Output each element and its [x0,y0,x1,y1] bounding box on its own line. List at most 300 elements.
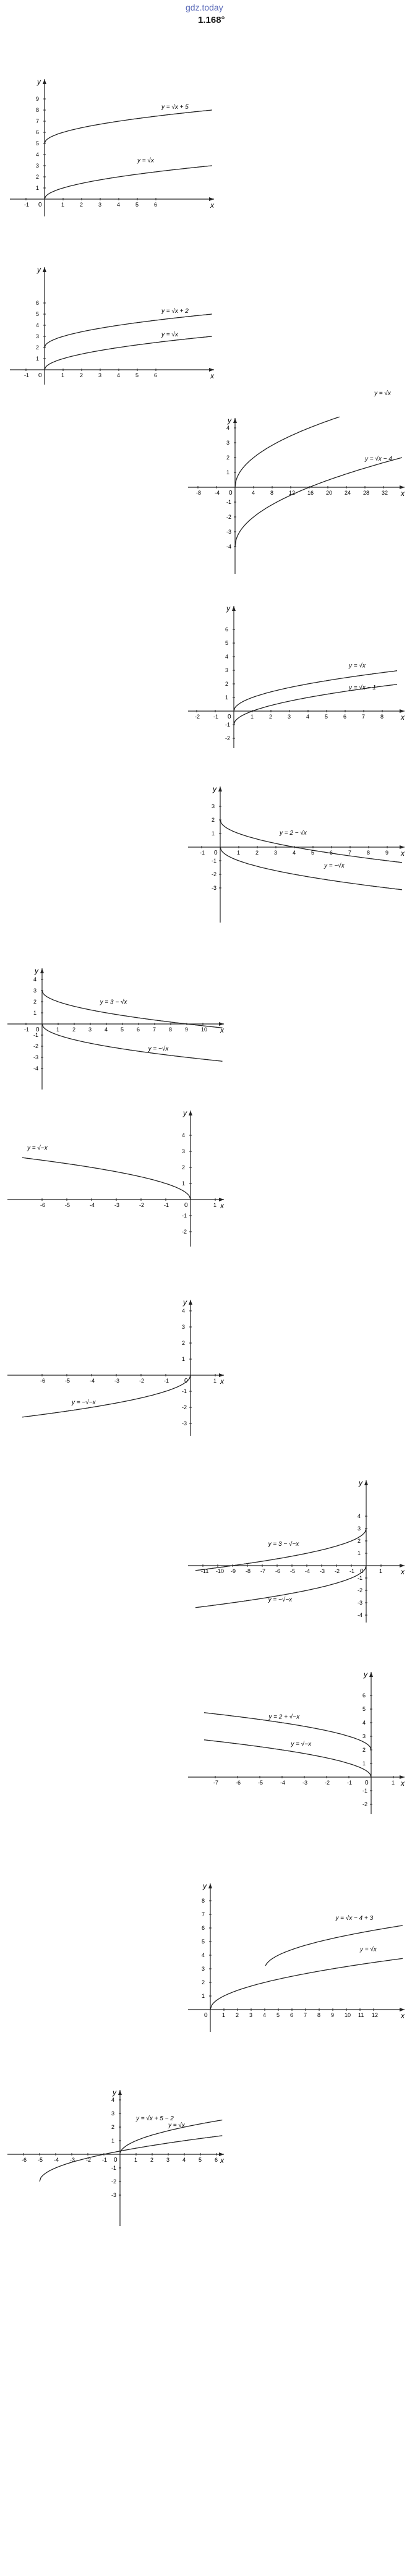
y-tick-label: 3 [36,333,40,339]
x-tick-label: 2 [236,2012,239,2018]
y-tick-label: 4 [362,1720,366,1726]
x-tick-label: 9 [185,1026,189,1033]
x-tick-label: -3 [320,1568,325,1574]
x-tick-label: 1 [61,202,65,208]
x-tick-label: -3 [114,1378,120,1384]
x-tick-label: 1 [392,1780,395,1786]
y-tick-label: 4 [358,1513,361,1519]
x-tick-label: 1 [213,1202,217,1208]
y-tick-label: 2 [182,1340,186,1346]
x-tick-label: 6 [215,2157,218,2163]
x-tick-label: 5 [135,372,139,378]
y-tick-label: -3 [182,1420,187,1427]
y-tick-label: -3 [212,885,217,891]
x-tick-label: -1 [164,1202,169,1208]
curve-label: y = √x − 4 + 3 [335,1914,374,1922]
y-tick-label: 2 [182,1164,186,1171]
x-axis-label: x [401,849,405,858]
y-tick-label: 4 [182,1308,186,1314]
origin-label: 0 [360,1568,364,1575]
y-tick-label: 2 [225,681,229,687]
function-graph [7,263,218,387]
x-tick-label: 2 [150,2157,154,2163]
origin-label: 0 [114,2157,118,2164]
curve-main [195,1529,366,1571]
y-tick-label: 9 [36,96,40,102]
function-graph [186,390,408,576]
y-tick-label: 3 [358,1525,361,1532]
curve-label: y = √x + 5 − 2 [136,2115,174,2122]
y-tick-label: 4 [111,2097,115,2103]
x-tick-label: -5 [65,1202,71,1208]
y-axis-label: y [183,1109,187,1117]
x-tick-label: 6 [137,1026,140,1033]
x-tick-label: -7 [260,1568,266,1574]
y-tick-label: -4 [33,1065,39,1072]
x-tick-label: 2 [72,1026,76,1033]
y-tick-label: 6 [362,1692,366,1699]
y-tick-label: -3 [33,1054,39,1060]
y-axis-arrow [218,787,222,791]
task-section [0,27,420,213]
y-axis-label: y [359,1478,362,1487]
x-tick-label: -6 [22,2157,27,2163]
y-tick-label: 8 [36,107,40,113]
x-tick-label: 7 [153,1026,156,1033]
y-axis-arrow [208,1883,212,1888]
y-tick-label: -1 [226,499,232,505]
y-tick-label: 5 [202,1938,205,1945]
curve-label: y = 3 − √x [100,999,127,1006]
y-tick-label: 2 [36,174,40,180]
x-tick-label: -7 [213,1780,219,1786]
x-tick-label: 6 [330,850,333,856]
x-tick-label: 32 [382,490,388,496]
x-tick-label: -8 [246,1568,251,1574]
x-tick-label: -8 [196,490,202,496]
x-tick-label: -2 [195,714,200,720]
x-tick-label: -9 [231,1568,236,1574]
x-tick-label: -4 [215,490,220,496]
y-tick-label: 2 [212,817,215,823]
y-axis-arrow [43,79,46,84]
x-tick-label: 11 [358,2012,364,2018]
y-tick-label: 2 [362,1747,366,1753]
y-axis-label: y [183,1298,187,1307]
x-tick-label: -2 [139,1378,145,1384]
y-axis-label: y [37,77,41,86]
x-tick-label: -1 [349,1568,355,1574]
x-tick-label: 3 [274,850,278,856]
y-axis-arrow [189,1300,192,1305]
curve-base [210,1958,403,2010]
y-axis-label: y [213,785,216,793]
y-tick-label: 2 [202,1979,205,1985]
x-tick-label: 1 [56,1026,60,1033]
y-tick-label: 4 [225,654,229,660]
curve-label: y = √−x [291,1741,312,1748]
function-graph [5,965,228,1092]
x-tick-label: 12 [372,2012,379,2018]
curve-label: y = √x [161,331,178,338]
x-tick-label: 6 [290,2012,294,2018]
origin-label: 0 [204,2012,208,2019]
x-tick-label: 4 [182,2157,186,2163]
y-tick-label: 3 [182,1148,186,1154]
y-tick-label: 3 [182,1324,186,1330]
y-axis-arrow [40,968,44,973]
x-tick-label: 4 [252,490,255,496]
x-tick-label: -1 [102,2157,108,2163]
x-tick-label: 12 [289,490,296,496]
curve-label: y = −√−x [72,1399,96,1406]
function-graph [5,1107,228,1249]
y-tick-label: 4 [36,322,40,328]
x-tick-label: -4 [305,1568,311,1574]
y-tick-label: 4 [226,425,230,431]
x-tick-label: 4 [117,202,121,208]
x-tick-label: 1 [61,372,65,378]
x-axis-label: x [401,489,405,498]
y-tick-label: 2 [36,344,40,351]
y-tick-label: 3 [111,2110,115,2117]
y-tick-label: -2 [33,1043,39,1049]
x-tick-label: 1 [213,1378,217,1384]
y-tick-label: -1 [212,858,217,864]
y-tick-label: -2 [182,1229,187,1235]
x-tick-label: 8 [169,1026,173,1033]
x-tick-label: -5 [290,1568,296,1574]
y-tick-label: 3 [33,987,37,994]
origin-label: 0 [229,490,233,497]
y-tick-label: -1 [111,2165,117,2171]
y-tick-label: 1 [111,2138,115,2144]
y-tick-label: 5 [362,1706,366,1712]
site-title: gdz.today [186,2,223,12]
x-tick-label: -1 [213,714,219,720]
y-tick-label: -2 [212,871,217,877]
x-axis-label: x [220,1201,224,1210]
curve-label: y = √x [168,2122,185,2129]
y-axis-arrow [364,1480,368,1485]
curve-main [235,417,340,487]
curve-label: y = −√x [148,1046,169,1053]
y-tick-label: 3 [362,1733,366,1739]
x-axis-label: x [401,713,405,722]
curve-main [45,110,212,143]
function-graph [186,1668,408,1817]
x-tick-label: 20 [326,490,333,496]
x-tick-label: 8 [380,714,384,720]
x-tick-label: 1 [222,2012,226,2018]
y-tick-label: -3 [111,2192,117,2198]
x-tick-label: 8 [367,850,371,856]
y-axis-label: y [364,1670,367,1679]
x-tick-label: 3 [166,2157,170,2163]
x-tick-label: 16 [307,490,314,496]
curve-base [235,458,402,547]
y-tick-label: 1 [36,185,40,191]
task-section [0,1856,420,2039]
x-tick-label: 5 [311,850,315,856]
y-tick-label: 1 [36,356,40,362]
x-tick-label: 6 [343,714,347,720]
x-tick-label: 8 [270,490,274,496]
curve-main [22,1158,191,1200]
y-tick-label: -2 [225,735,231,741]
x-axis-label: x [401,1567,405,1576]
task-section [0,937,420,1092]
task-section [0,584,420,751]
x-tick-label: -2 [325,1780,330,1786]
curve-label: y = √x − 4 [365,455,392,463]
y-axis-arrow [232,606,236,611]
origin-label: 0 [184,1202,188,1209]
y-tick-label: 1 [362,1760,366,1767]
x-tick-label: 1 [251,714,254,720]
x-tick-label: 1 [379,1568,383,1574]
x-tick-label: -1 [347,1780,353,1786]
y-axis-arrow [369,1672,373,1677]
curve-base [42,1024,223,1061]
x-tick-label: 5 [121,1026,124,1033]
y-tick-label: 1 [225,694,229,701]
x-tick-label: 3 [249,2012,253,2018]
x-tick-label: -6 [40,1202,46,1208]
x-tick-label: 7 [348,850,352,856]
x-tick-label: 8 [317,2012,321,2018]
y-axis-arrow [43,267,46,272]
y-tick-label: 3 [202,1966,205,1972]
origin-label: 0 [38,202,42,208]
x-tick-label: -4 [90,1378,95,1384]
x-tick-label: 1 [237,850,241,856]
exercise-number: 1.168° [198,15,225,25]
function-graph [186,783,408,925]
x-axis-label: x [401,1779,405,1788]
curve-main [220,820,402,863]
y-tick-label: 5 [36,311,40,317]
y-tick-label: -3 [226,529,232,535]
x-axis-label: x [220,1026,224,1034]
x-tick-label: -1 [200,850,205,856]
y-tick-label: 6 [36,300,40,306]
y-tick-label: 5 [225,640,229,646]
task-section [0,2042,420,2246]
x-tick-label: 28 [363,490,370,496]
y-tick-label: -1 [182,1213,187,1219]
x-tick-label: 2 [255,850,259,856]
origin-label: 0 [228,714,231,720]
x-tick-label: 4 [293,850,296,856]
y-tick-label: 2 [111,2124,115,2130]
x-axis-label: x [210,201,214,210]
curve-base [204,1740,371,1777]
y-tick-label: 2 [33,999,37,1005]
task-section [0,1452,420,1635]
x-tick-label: 6 [154,202,158,208]
y-tick-label: 8 [202,1898,205,1904]
y-axis-arrow [189,1111,192,1115]
curve-main [265,1926,403,1966]
task-section [0,1094,420,1255]
curve-label: y = 2 − √x [280,830,307,837]
y-tick-label: 2 [226,454,230,461]
x-tick-label: 3 [288,714,291,720]
x-tick-label: 24 [345,490,351,496]
y-tick-label: -2 [182,1404,187,1410]
y-axis-label: y [203,1882,207,1890]
x-tick-label: -5 [258,1780,264,1786]
x-tick-label: -6 [236,1780,241,1786]
y-axis-label: y [228,416,231,425]
task-section [0,758,420,931]
y-tick-label: 6 [36,129,40,135]
curve-label: y = √x [360,1946,377,1953]
y-tick-label: -1 [33,1032,39,1038]
y-tick-label: 3 [212,803,215,809]
origin-label: 0 [365,1780,369,1786]
x-tick-label: 4 [263,2012,267,2018]
curve-base [45,336,212,370]
y-tick-label: 1 [182,1180,186,1187]
y-tick-label: -1 [182,1388,187,1394]
y-tick-label: 3 [225,667,229,673]
y-tick-label: -2 [358,1587,363,1593]
y-tick-label: 1 [182,1356,186,1362]
y-axis-label: y [35,966,38,975]
curve-label: y = 3 − √−x [268,1541,299,1548]
x-tick-label: -10 [216,1568,225,1574]
x-tick-label: -5 [65,1378,71,1384]
x-tick-label: 3 [98,202,102,208]
y-tick-label: 2 [358,1538,361,1544]
x-tick-label: 9 [331,2012,335,2018]
x-axis-label: x [210,372,214,380]
function-graph [7,75,218,219]
y-axis-arrow [118,2090,122,2095]
x-tick-label: -6 [275,1568,281,1574]
y-tick-label: 1 [358,1550,361,1556]
y-tick-label: 1 [33,1010,37,1016]
curve-label: y = −√x [324,863,345,869]
x-tick-label: 4 [105,1026,108,1033]
y-axis-label: y [37,265,41,274]
function-graph [5,1296,228,1438]
y-tick-label: 5 [36,140,40,147]
y-tick-label: -2 [226,514,232,520]
x-tick-label: -2 [86,2157,92,2163]
curve-label: y = √−x [27,1145,48,1152]
function-graph [186,1477,408,1625]
x-tick-label: 2 [80,202,84,208]
task-section [0,1265,420,1444]
x-tick-label: 7 [304,2012,307,2018]
origin-label: 0 [184,1378,188,1384]
x-tick-label: 5 [199,2157,202,2163]
origin-label: 0 [38,372,42,379]
x-tick-label: 10 [345,2012,351,2018]
task-section [0,220,420,387]
x-axis-label: x [220,2156,224,2165]
x-tick-label: 4 [306,714,310,720]
y-tick-label: 6 [202,1925,205,1931]
origin-label: 0 [214,850,218,856]
x-tick-label: 5 [276,2012,280,2018]
x-tick-label: -1 [24,1026,30,1033]
x-tick-label: -3 [70,2157,75,2163]
x-tick-label: 7 [362,714,366,720]
x-tick-label: 4 [117,372,121,378]
task-section [0,390,420,576]
y-tick-label: 7 [202,1911,205,1917]
x-tick-label: -1 [24,372,30,378]
y-tick-label: 6 [225,626,229,633]
curve-main [40,2136,222,2181]
curve-label: y = √x [137,157,154,164]
curve-label: y = √x [374,390,391,398]
curve-label: y = √x + 5 [161,104,189,111]
y-tick-label: -1 [362,1788,368,1794]
x-tick-label: 3 [88,1026,92,1033]
x-tick-label: 2 [269,714,273,720]
y-tick-label: 3 [36,163,40,169]
y-tick-label: -1 [358,1575,363,1581]
y-tick-label: 7 [36,118,40,124]
x-axis-label: x [401,2011,405,2020]
x-tick-label: 1 [134,2157,138,2163]
function-graph [186,602,408,751]
x-tick-label: -3 [302,1780,308,1786]
x-tick-label: 6 [154,372,158,378]
curve-label: y = −√−x [268,1597,293,1603]
y-tick-label: -4 [358,1612,363,1618]
curve-main [42,991,223,1028]
y-tick-label: -4 [226,544,232,550]
x-tick-label: 5 [325,714,328,720]
curve-label: y = √x − 1 [349,684,376,691]
function-graph [5,2086,228,2228]
x-tick-label: -3 [114,1202,120,1208]
y-tick-label: 1 [212,830,215,837]
y-tick-label: 4 [202,1952,205,1958]
y-tick-label: 3 [226,440,230,446]
x-tick-label: 9 [385,850,389,856]
y-tick-label: 1 [202,1993,205,1999]
x-tick-label: 10 [201,1026,208,1033]
x-tick-label: 3 [98,372,102,378]
x-tick-label: -11 [201,1568,209,1574]
x-tick-label: 2 [80,372,84,378]
y-tick-label: 4 [33,976,37,983]
task-section [0,1644,420,1848]
origin-label: 0 [36,1026,40,1033]
x-tick-label: -5 [38,2157,43,2163]
y-tick-label: -3 [358,1600,363,1606]
x-tick-label: -6 [40,1378,46,1384]
y-axis-arrow [233,418,237,423]
function-graph [186,1880,408,2034]
x-tick-label: -1 [24,202,30,208]
x-tick-label: -2 [335,1568,340,1574]
y-tick-label: 4 [182,1132,186,1138]
curve-label: y = √x [349,662,366,670]
curve-label: y = 2 + √−x [268,1713,300,1721]
y-tick-label: 4 [36,151,40,158]
y-tick-label: 1 [226,469,230,476]
x-tick-label: -4 [280,1780,286,1786]
x-tick-label: -4 [54,2157,59,2163]
